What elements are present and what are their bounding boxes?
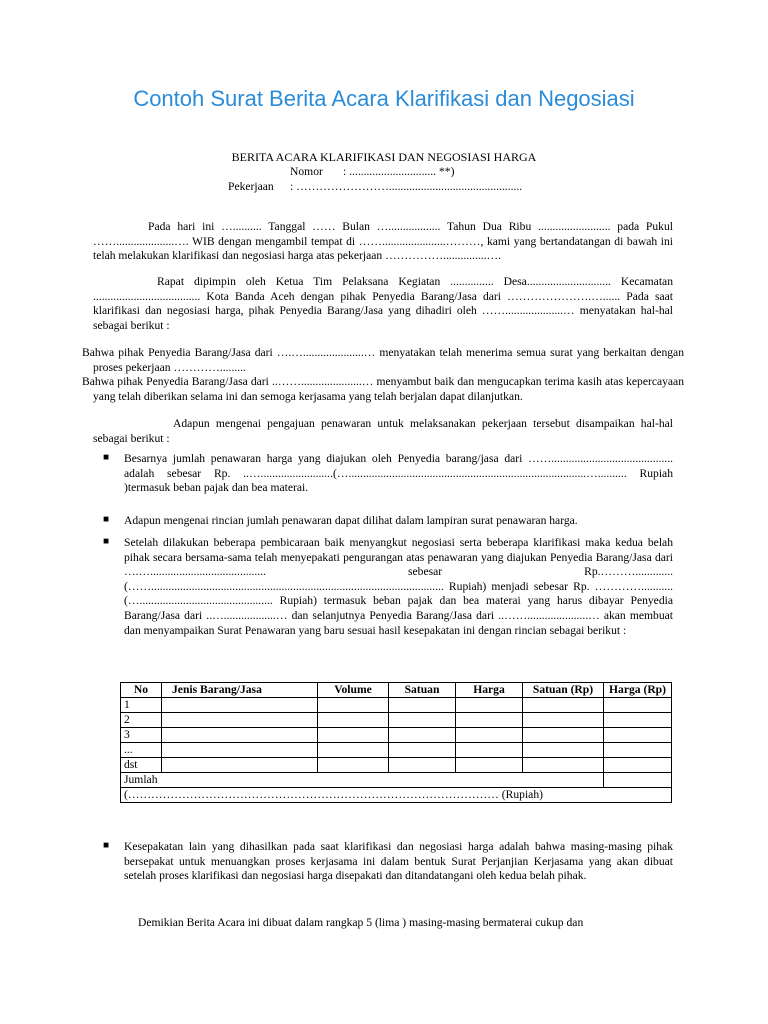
table-terbilang-row: [121, 788, 672, 803]
paragraph-pernyataan-1: Bahwa pihak Penyedia Barang/Jasa dari ….….....................… menyatakan telah menerima semua surat yang berkaitan dengan proses pekerjaan ………….........: [82, 346, 684, 374]
bullet-kesepakatan: Kesepakatan lain yang dihasilkan pada saat klarifikasi dan negosiasi harga adalah bahwa masing-masing pihak bersepakat untuk menuangkan proses kerjasama ini dalam bentuk Surat Perjanjian Kerjasama yang akan dibuat setelah proses klarifikasi dan negosiasi harga disepakati dan ditandatangani oleh kedua belah pihak.: [124, 840, 673, 883]
col-header-harga: Harga: [456, 683, 523, 698]
jumlah-label: Jumlah: [121, 773, 604, 788]
bullet-besarnya: Besarnya jumlah penawaran harga yang diajukan oleh Penyedia barang/jasa dari …….......................................... adalah sebesar Rp. ..….........................(…..................................................................................….......... Rupiah )termasuk beban pajak dan bea materai.: [124, 452, 673, 495]
paragraph-rapat: Rapat dipimpin oleh Ketua Tim Pelaksana Kegiatan ............... Desa............................. Kecamatan ..................................... Kota Banda Aceh dengan pihak Penyedia Barang/Jasa dari ………………….…...... Pada saat klarifikasi dan negosiasi harga, pihak Penyedia Barang/Jasa yang dihadiri oleh ……....................… menyatakan hal-hal sebagai berikut :: [93, 275, 673, 332]
doc-title: BERITA ACARA KLARIFIKASI DAN NEGOSIASI HARGA: [231, 150, 537, 164]
col-header-satuan: Satuan: [389, 683, 456, 698]
page-title: Contoh Surat Berita Acara Klarifikasi dan Negosiasi: [133, 86, 635, 111]
table-row: [121, 698, 672, 713]
row-number: 3: [121, 728, 162, 743]
pekerjaan-label: Pekerjaan: [228, 180, 274, 193]
terbilang-text: (…………………………………………………………………………………… (Rupiah): [121, 788, 672, 803]
paragraph-penawaran-intro: Adapun mengenai pengajuan penawaran untuk melaksanakan pekerjaan tersebut disampaikan hal-hal sebagai berikut :: [93, 417, 673, 445]
row-number: dst: [121, 758, 162, 773]
paragraph-closing: Demikian Berita Acara ini dibuat dalam rangkap 5 (lima ) masing-masing bermaterai cukup dan: [138, 916, 584, 929]
bullet-marker: ■: [103, 514, 110, 525]
col-header-jenis: Jenis Barang/Jasa: [162, 683, 318, 698]
table-row: [121, 728, 672, 743]
nomor-value: : .............................. **): [343, 165, 455, 178]
rincian-table: [120, 682, 672, 803]
row-number: 2: [121, 713, 162, 728]
paragraph-pernyataan-2: Bahwa pihak Penyedia Barang/Jasa dari ..…….....................… menyambut baik dan mengucapkan terima kasih atas kepercayaan yang telah diberikan selama ini dan semoga kerjasama yang telah berjalan dapat dilanjutkan.: [82, 375, 684, 403]
row-number: ...: [121, 743, 162, 758]
col-header-satuan-rp: Satuan (Rp): [523, 683, 604, 698]
table-header-row: [121, 683, 672, 698]
bullet-marker: ■: [103, 840, 110, 851]
table-jumlah-row: [121, 773, 672, 788]
bullet-negosiasi: Setelah dilakukan beberapa pembicaraan baik menyangkut negosiasi serta beberapa klarifikasi maka kedua belah pihak secara bersama-sama telah menyepakati pengurangan atas penawaran yang diajukan Penyedia Barang/Jasa dari ….…........................................ sebesar Rp.……….............(……..................................................................................................... Rupiah) menjadi sebesar Rp. …………........... (….............................................. Rupiah) termasuk beban pajak dan bea materai yang harus dibayar Penyedia Barang/Jasa dari ..…..................… dan selanjutnya Penyedia Barang/Jasa dari ..…….....................… akan membuat dan menyampaikan Surat Penawaran yang baru sesuai hasil kesepakatan ini dengan rincian sebagai berikut :: [124, 536, 673, 637]
pekerjaan-value: : ……………………..............................................: [290, 180, 523, 193]
col-header-harga-rp: Harga (Rp): [604, 683, 672, 698]
col-header-volume: Volume: [318, 683, 389, 698]
row-number: 1: [121, 698, 162, 713]
table-row: [121, 743, 672, 758]
bullet-marker: ■: [103, 536, 110, 547]
paragraph-opening: Pada hari ini ….......... Tanggal …… Bulan ….................. Tahun Dua Ribu ......................... pada Pukul ……....................…. WIB dengan mengambil tempat di ……......................………, kami yang bertandatangan di bawah ini telah melakukan klarifikasi dan negosiasi harga atas pekerjaan ……………...............….: [93, 220, 673, 263]
nomor-label: Nomor: [290, 165, 323, 178]
table-row: [121, 758, 672, 773]
bullet-rincian: Adapun mengenai rincian jumlah penawaran dapat dilihat dalam lampiran surat penawaran harga.: [124, 514, 578, 527]
col-header-no: No: [121, 683, 162, 698]
bullet-marker: ■: [103, 452, 110, 463]
table-row: [121, 713, 672, 728]
